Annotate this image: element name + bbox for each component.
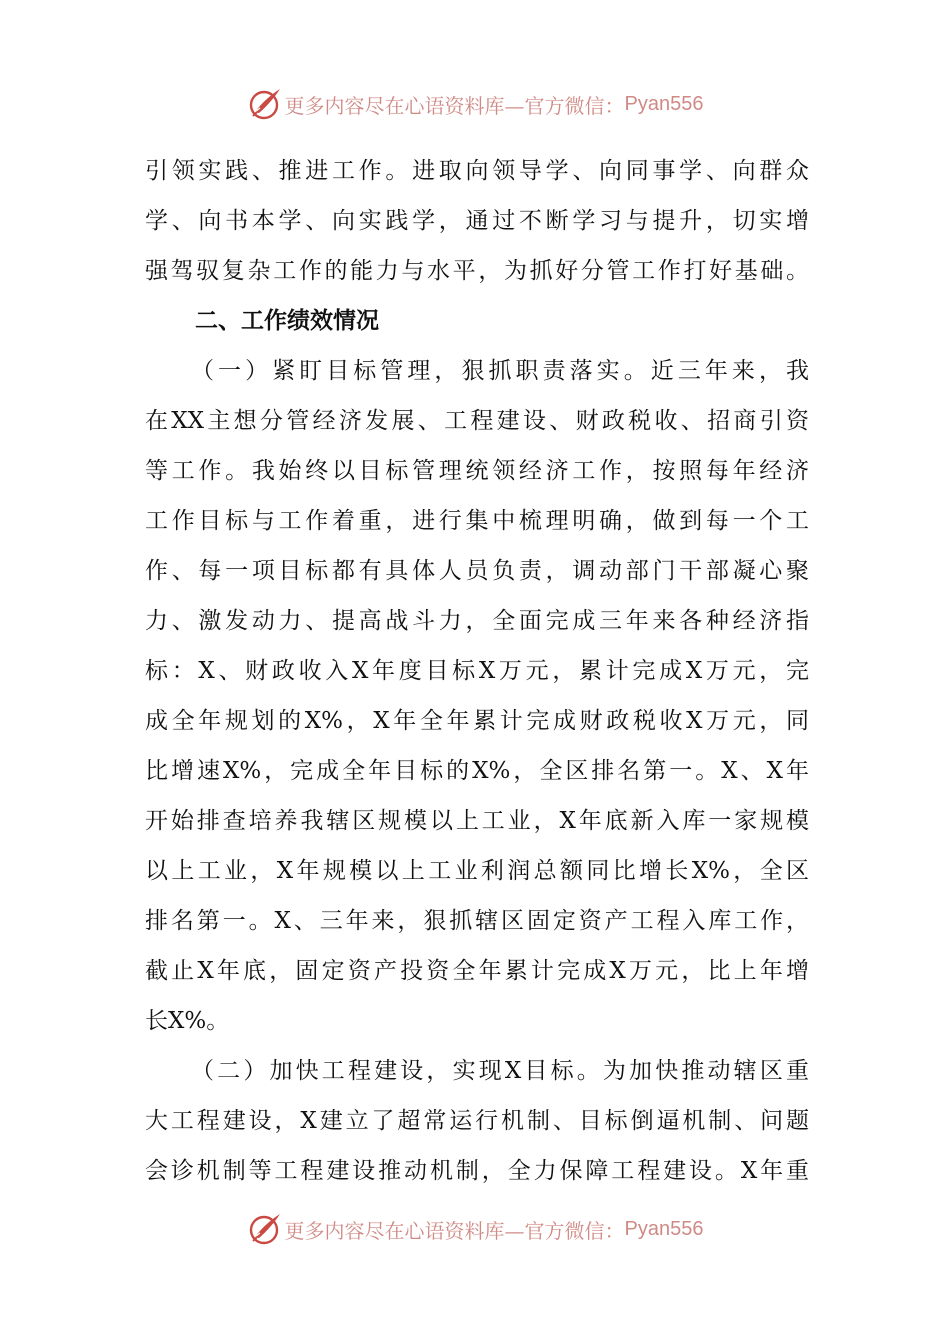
section-heading: 二、工作绩效情况 xyxy=(195,308,379,334)
watermark-header xyxy=(0,80,950,128)
watermark-text: 更多内容尽在心语资料库—官方微信： xyxy=(284,93,625,118)
text-line: 作、每一项目标都有具体人员负责，调动部门干部凝心聚 xyxy=(145,558,809,584)
text-line: （二）加快工程建设，实现X目标。为加快推动辖区重 xyxy=(191,1058,809,1084)
watermark-footer xyxy=(0,1205,950,1253)
text-line: 会诊机制等工程建设推动机制，全力保障工程建设。X年重 xyxy=(145,1158,809,1184)
text-line: 在XX主想分管经济发展、工程建设、财政税收、招商引资 xyxy=(145,408,809,434)
text-line: 截止X年底，固定资产投资全年累计完成X万元，比上年增 xyxy=(145,958,809,984)
text-line: （一）紧盯目标管理，狠抓职责落实。近三年来，我 xyxy=(191,358,809,384)
quill-pen-logo-icon xyxy=(247,1211,283,1247)
text-line: 比增速X%，完成全年目标的X%，全区排名第一。X、X年 xyxy=(145,758,809,784)
text-line: 长X%。 xyxy=(145,1008,230,1034)
text-line: 大工程建设，X建立了超常运行机制、目标倒逼机制、问题 xyxy=(145,1108,809,1134)
text-line: 引领实践、推进工作。进取向领导学、向同事学、向群众 xyxy=(145,158,809,184)
watermark-text: 更多内容尽在心语资料库—官方微信： xyxy=(284,1218,625,1243)
text-line: 成全年规划的X%，X年全年累计完成财政税收X万元，同 xyxy=(145,708,809,734)
watermark-wechat-id: Pyan556 xyxy=(624,92,704,115)
watermark-wechat-id: Pyan556 xyxy=(624,1217,704,1240)
text-line: 排名第一。X、三年来，狠抓辖区固定资产工程入库工作， xyxy=(145,908,809,934)
text-line: 等工作。我始终以目标管理统领经济工作，按照每年经济 xyxy=(145,458,809,484)
text-line: 开始排查培养我辖区规模以上工业，X年底新入库一家规模 xyxy=(145,808,809,834)
text-line: 工作目标与工作着重，进行集中梳理明确，做到每一个工 xyxy=(145,508,809,534)
text-line: 标：X、财政收入X年度目标X万元，累计完成X万元，完 xyxy=(145,658,809,684)
text-line: 以上工业，X年规模以上工业利润总额同比增长X%，全区 xyxy=(145,858,809,884)
text-line: 力、激发动力、提高战斗力，全面完成三年来各种经济指 xyxy=(145,608,809,634)
quill-pen-logo-icon xyxy=(247,86,283,122)
document-body xyxy=(145,146,809,1196)
text-line: 学、向书本学、向实践学，通过不断学习与提升，切实增 xyxy=(145,208,809,234)
text-line: 强驾驭复杂工作的能力与水平，为抓好分管工作打好基础。 xyxy=(145,258,809,284)
